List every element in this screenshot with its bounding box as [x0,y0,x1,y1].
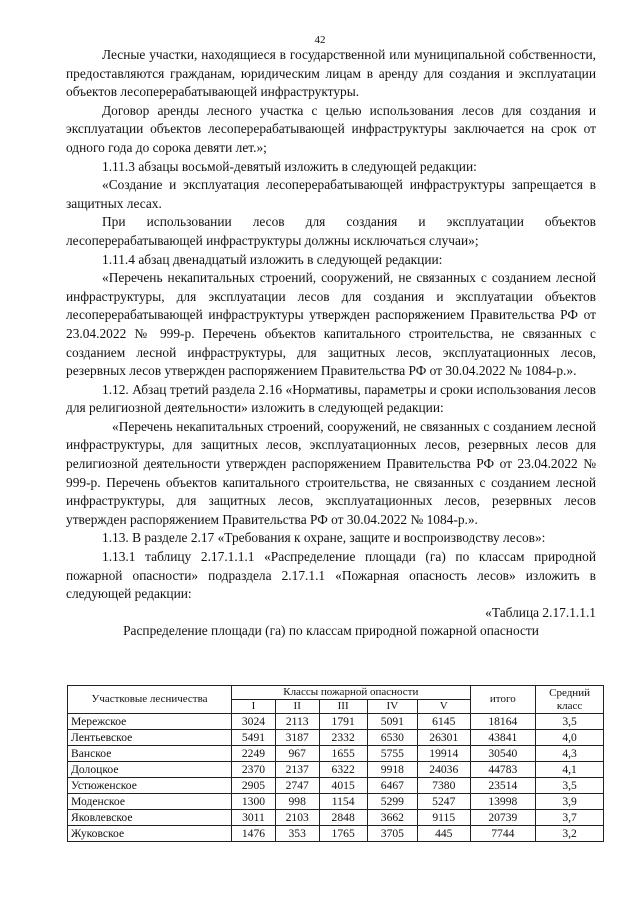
class-area-cell: 6322 [319,762,367,778]
total-cell: 23514 [470,778,536,794]
total-cell: 18164 [470,714,536,730]
class-area-cell: 2747 [275,778,319,794]
class-area-cell: 2113 [275,714,319,730]
table-row [68,746,604,762]
paragraph: Лесные участки, находящиеся в государственной или муниципальной собственности, предоставляются гражданам, юридическим лицам в аренду для создания и эксплуатации объектов лесоперерабатывающей инфраструктуры. [66,47,596,100]
average-class-cell: 3,5 [536,714,604,730]
forestry-name: Устюженское [68,778,232,794]
class-area-cell: 1655 [319,746,367,762]
paragraph: «Перечень некапитальных строений, сооружений, не связанных с созданием лесной инфраструктуры, для эксплуатации лесов для создания и эксплуатации объектов лесоперерабатывающей инфраструктуры утвержден распоряжением Правительства РФ от 23.04.2022 № 999-р. Перечень объектов капитального строительства, не связанных с созданием лесной инфраструктуры, для защитных лесов, эксплуатационных лесов, резервных лесов утвержден распоряжением Правительства РФ от 30.04.2022 № 1084-р.». [66,270,596,379]
class-area-cell: 4015 [319,778,367,794]
class-area-cell: 6467 [367,778,417,794]
class-area-cell: 1791 [319,714,367,730]
class-area-cell: 1476 [232,826,276,842]
paragraph: «Создание и эксплуатация лесоперерабатывающей инфраструктуры запрещается в защитных лесах. [66,177,596,211]
table-row [68,762,604,778]
header-class: V [418,700,471,714]
average-class-cell: 4,0 [536,730,604,746]
table-row [68,730,604,746]
class-area-cell: 967 [275,746,319,762]
class-area-cell: 2370 [232,762,276,778]
header-average-class: Средний класс [536,686,604,714]
paragraph: 1.13. В разделе 2.17 «Требования к охране, защите и воспроизводству лесов»: [102,530,546,546]
page-number: 42 [314,34,326,46]
total-cell: 30540 [470,746,536,762]
table-row [68,794,604,810]
class-area-cell: 5299 [367,794,417,810]
class-area-cell: 5247 [418,794,471,810]
class-area-cell: 998 [275,794,319,810]
header-classes: Классы пожарной опасности [232,686,470,700]
class-area-cell: 2848 [319,810,367,826]
class-area-cell: 5091 [367,714,417,730]
average-class-cell: 3,7 [536,810,604,826]
forestry-name: Долоцкое [68,762,232,778]
class-area-cell: 26301 [418,730,471,746]
forestry-name: Мережское [68,714,232,730]
paragraph: 1.13.1 таблицу 2.17.1.1.1 «Распределение площади (га) по классам природной пожарной опасности» подраздела 2.17.1.1 «Пожарная опасность лесов» изложить в следующей редакции: [66,549,596,602]
average-class-cell: 3,9 [536,794,604,810]
header-forestry: Участковые лесничества [68,686,232,714]
class-area-cell: 2249 [232,746,276,762]
fire-danger-table [67,685,604,842]
paragraph: «Таблица 2.17.1.1.1 [485,604,596,620]
class-area-cell: 3187 [275,730,319,746]
class-area-cell: 1300 [232,794,276,810]
paragraph: При использовании лесов для создания и эксплуатации объектов лесоперерабатывающей инфраструктуры должны исключаться случаи»; [66,214,596,248]
class-area-cell: 5755 [367,746,417,762]
class-area-cell: 1765 [319,826,367,842]
table-row [68,826,604,842]
class-area-cell: 9918 [367,762,417,778]
document-body [66,46,596,641]
average-class-cell: 4,3 [536,746,604,762]
average-class-cell: 4,1 [536,762,604,778]
class-area-cell: 6145 [418,714,471,730]
class-area-cell: 19914 [418,746,471,762]
table-row [68,810,604,826]
class-area-cell: 353 [275,826,319,842]
table-row [68,778,604,794]
class-area-cell: 3705 [367,826,417,842]
paragraph: Договор аренды лесного участка с целью использования лесов для создания и эксплуатации объектов лесоперерабатывающей инфраструктуры заключается на срок от одного года до сорока девяти лет.»; [66,102,596,155]
class-area-cell: 445 [418,826,471,842]
forestry-name: Ванское [68,746,232,762]
class-area-cell: 6530 [367,730,417,746]
total-cell: 43841 [470,730,536,746]
forestry-name: Яковлевское [68,810,232,826]
class-area-cell: 9115 [418,810,471,826]
class-area-cell: 1154 [319,794,367,810]
total-cell: 44783 [470,762,536,778]
paragraph: Распределение площади (га) по классам природной пожарной опасности [123,623,539,639]
class-area-cell: 2332 [319,730,367,746]
class-area-cell: 3024 [232,714,276,730]
total-cell: 20739 [470,810,536,826]
forestry-name: Моденское [68,794,232,810]
table-row [68,714,604,730]
class-area-cell: 3662 [367,810,417,826]
class-area-cell: 7380 [418,778,471,794]
class-area-cell: 3011 [232,810,276,826]
header-class: II [275,700,319,714]
paragraph: 1.11.4 абзац двенадцатый изложить в следующей редакции: [102,251,443,267]
header-class: III [319,700,367,714]
average-class-cell: 3,5 [536,778,604,794]
class-area-cell: 2905 [232,778,276,794]
average-class-cell: 3,2 [536,826,604,842]
header-class: IV [367,700,417,714]
class-area-cell: 24036 [418,762,471,778]
paragraph: 1.11.3 абзацы восьмой-девятый изложить в следующей редакции: [102,158,477,174]
paragraph: «Перечень некапитальных строений, сооружений, не связанных с созданием лесной инфраструктуры, для защитных лесов, эксплуатационных лесов, резервных лесов для религиозной деятельности утвержден распоряжением Правительства РФ от 23.04.2022 № 999-р. Перечень объектов капитального строительства, не связанных с созданием лесной инфраструктуры, для защитных лесов, эксплуатационных лесов, резервных лесов утвержден распоряжением Правительства РФ от 30.04.2022 № 1084-р.». [66,418,596,527]
paragraph: 1.12. Абзац третий раздела 2.16 «Нормативы, параметры и сроки использования лесов для религиозной деятельности» изложить в следующей редакции: [66,381,596,416]
header-class: I [232,700,276,714]
class-area-cell: 2103 [275,810,319,826]
total-cell: 13998 [470,794,536,810]
forestry-name: Лентьевское [68,730,232,746]
total-cell: 7744 [470,826,536,842]
class-area-cell: 5491 [232,730,276,746]
header-total: итого [470,686,536,714]
class-area-cell: 2137 [275,762,319,778]
forestry-name: Жуковское [68,826,232,842]
